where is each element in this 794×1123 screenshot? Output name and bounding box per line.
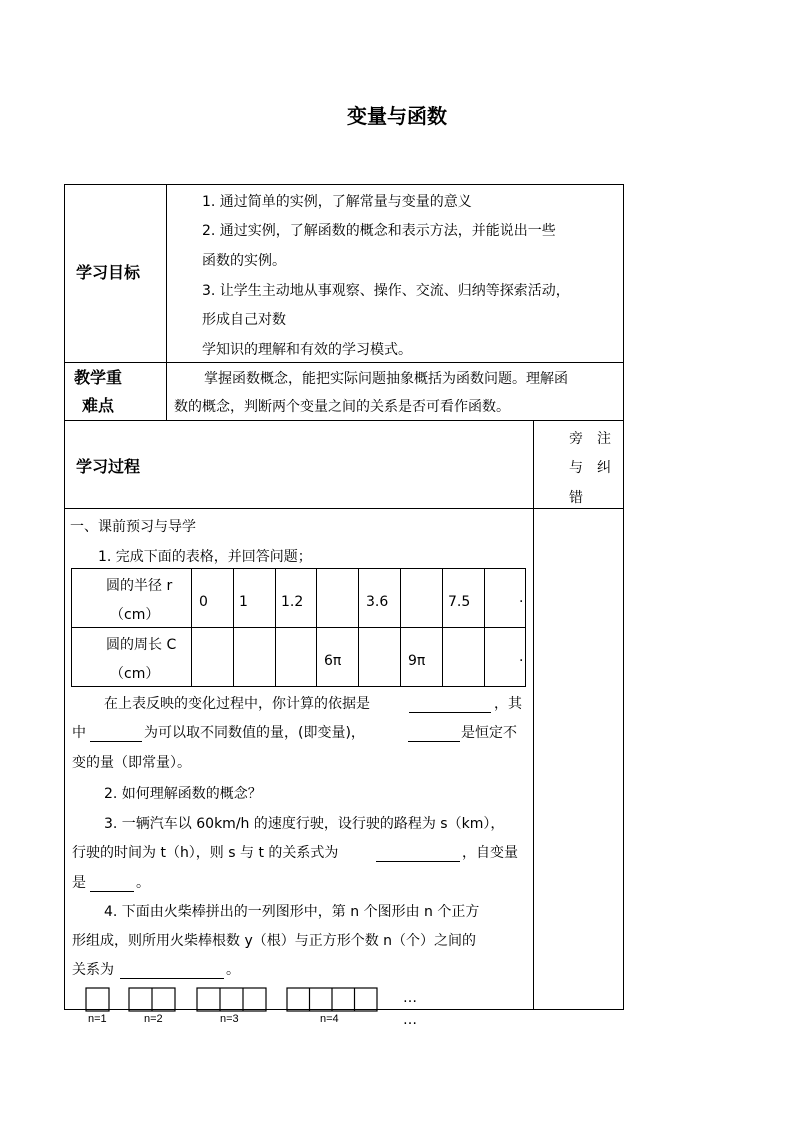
figure-label: n=3 — [220, 1013, 239, 1025]
paragraph-text: 在上表反映的变化过程中，你计算的依据是 — [104, 696, 370, 712]
page-title: 变量与函数 — [347, 104, 447, 128]
figure-label: n=4 — [320, 1013, 339, 1025]
objective-line: 函数的实例。 — [202, 253, 286, 269]
paragraph-text: 变的量（即常量）。 — [72, 755, 191, 771]
objective-line: 3. 让学生主动地从事观察、操作、交流、归纳等探索活动， — [202, 283, 570, 299]
table-cell: 1 — [239, 594, 248, 610]
objective-line: 形成自己对数 — [202, 312, 286, 328]
question-3: 。 — [136, 875, 150, 891]
table-cell: 1.2 — [281, 594, 304, 610]
paragraph-text: 为可以取不同数值的量，(即变量)， — [144, 725, 365, 741]
paragraph-text: 中 — [72, 725, 86, 741]
keypoints-label: 难点 — [82, 396, 115, 415]
paragraph-text: ，其 — [494, 696, 522, 712]
objectives-label: 学习目标 — [76, 263, 141, 282]
question-4: 关系为 — [72, 962, 114, 978]
square-n1 — [86, 988, 109, 1011]
keypoints-label: 教学重 — [74, 368, 123, 387]
table-cell: · — [519, 653, 524, 669]
question-4: 形组成，则所用火柴棒根数 y（根）与正方形个数 n（个）之间的 — [72, 933, 477, 949]
table-row-label: 圆的周长 C — [106, 637, 177, 653]
paragraph-text: 是恒定不 — [461, 725, 517, 741]
table-row-label: （cm） — [110, 607, 160, 623]
objective-line: 1. 通过简单的实例，了解常量与变量的意义 — [202, 194, 472, 210]
question-3: 3. 一辆汽车以 60km/h 的速度行驶，设行驶的路程为 s（km）， — [104, 816, 505, 832]
question-1: 1. 完成下面的表格，并回答问题； — [98, 549, 312, 565]
figure-label: n=2 — [144, 1013, 163, 1025]
objective-line: 学知识的理解和有效的学习模式。 — [202, 342, 412, 358]
question-2: 2. 如何理解函数的概念？ — [104, 786, 262, 802]
table-cell: 6π — [324, 653, 342, 669]
table-cell: · — [519, 594, 524, 610]
table-cell: 0 — [199, 594, 208, 610]
objective-line: 2. 通过实例，了解函数的概念和表示方法，并能说出一些 — [202, 223, 556, 239]
keypoints-text: 掌握函数概念，能把实际问题抽象概括为函数问题。理解函 — [204, 371, 568, 387]
question-4: 。 — [226, 962, 240, 978]
table-cell: 7.5 — [448, 594, 471, 610]
figure-label: n=1 — [88, 1013, 107, 1025]
square-n3 — [197, 988, 266, 1011]
figure-ellipsis: … — [403, 1012, 417, 1028]
question-3: ，自变量 — [462, 845, 518, 861]
question-4: 4. 下面由火柴棒拼出的一列图形中，第 n 个图形由 n 个正方 — [104, 904, 480, 920]
table-row-label: 圆的半径 r — [106, 578, 173, 594]
side-note-label: 旁 注 — [569, 431, 611, 447]
table-row-label: （cm） — [110, 666, 160, 682]
process-label: 学习过程 — [76, 457, 141, 476]
question-3: 是 — [72, 875, 86, 891]
figure-ellipsis: … — [403, 990, 417, 1006]
section-heading: 一、课前预习与导学 — [70, 519, 196, 535]
table-cell: 9π — [408, 653, 426, 669]
table-cell: 3.6 — [366, 594, 389, 610]
side-note-label: 错 — [569, 490, 583, 506]
question-3: 行驶的时间为 t（h），则 s 与 t 的关系式为 — [72, 845, 339, 861]
side-note-label: 与 纠 — [569, 460, 611, 476]
keypoints-text: 数的概念，判断两个变量之间的关系是否可看作函数。 — [174, 399, 510, 415]
